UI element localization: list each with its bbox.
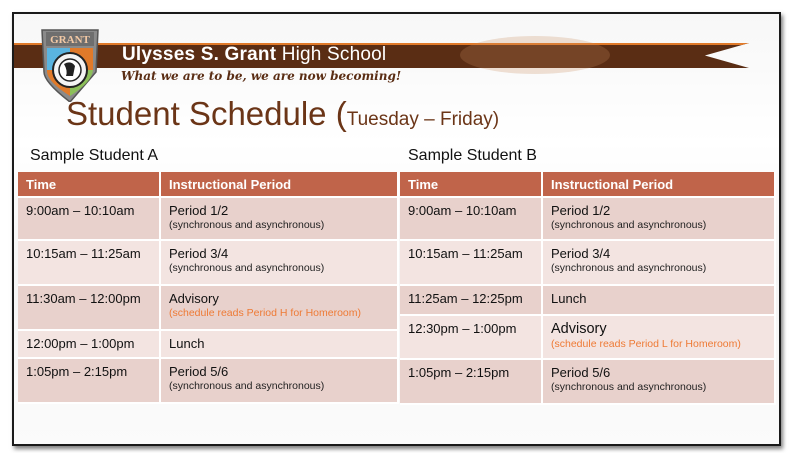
period-cell: Lunch: [160, 330, 398, 358]
column-header-time: Time: [18, 172, 160, 197]
school-crest-icon: [38, 24, 102, 102]
school-name: Ulysses S. Grant High School: [122, 44, 387, 65]
time-cell: 9:00am – 10:10am: [18, 197, 160, 240]
student-b-label: Sample Student B: [408, 147, 537, 164]
time-cell: 11:25am – 12:25pm: [400, 285, 542, 315]
time-cell: 12:30pm – 1:00pm: [400, 315, 542, 359]
time-cell: 1:05pm – 2:15pm: [400, 359, 542, 404]
student-a-label: Sample Student A: [30, 147, 159, 164]
column-header-period: Instructional Period: [542, 172, 775, 197]
student-b-schedule-table: [400, 172, 776, 405]
slide: [12, 12, 781, 446]
period-cell: Period 3/4 (synchronous and asynchronous): [160, 240, 398, 285]
period-cell: Period 1/2 (synchronous and asynchronous): [542, 197, 775, 240]
table-row: [18, 330, 398, 358]
table-row: [400, 285, 775, 315]
table-header-row: [400, 172, 775, 197]
svg-text:GRANT: GRANT: [50, 34, 90, 46]
seal-watermark: [460, 36, 610, 74]
period-cell: Advisory (schedule reads Period L for Homeroom): [542, 315, 775, 359]
period-cell: Period 5/6 (synchronous and asynchronous): [160, 358, 398, 403]
column-header-time: Time: [400, 172, 542, 197]
time-cell: 11:30am – 12:00pm: [18, 285, 160, 330]
student-a-schedule-table: [18, 172, 399, 404]
table-row: [18, 285, 398, 330]
period-cell: Period 5/6 (synchronous and asynchronous): [542, 359, 775, 404]
table-row: [400, 197, 775, 240]
time-cell: 9:00am – 10:10am: [400, 197, 542, 240]
school-motto: What we are to be, we are now becoming!: [121, 69, 402, 83]
table-row: [18, 240, 398, 285]
table-row: [400, 240, 775, 285]
table-row: [400, 359, 775, 404]
table-row: [400, 315, 775, 359]
period-cell: Period 3/4 (synchronous and asynchronous): [542, 240, 775, 285]
page-title: Student Schedule (Tuesday – Friday): [66, 95, 500, 132]
period-cell: Advisory (schedule reads Period H for Homeroom): [160, 285, 398, 330]
table-row: [18, 197, 398, 240]
column-header-period: Instructional Period: [160, 172, 398, 197]
time-cell: 12:00pm – 1:00pm: [18, 330, 160, 358]
period-cell: Lunch: [542, 285, 775, 315]
table-header-row: [18, 172, 398, 197]
period-cell: Period 1/2 (synchronous and asynchronous): [160, 197, 398, 240]
table-row: [18, 358, 398, 403]
time-cell: 1:05pm – 2:15pm: [18, 358, 160, 403]
time-cell: 10:15am – 11:25am: [18, 240, 160, 285]
time-cell: 10:15am – 11:25am: [400, 240, 542, 285]
